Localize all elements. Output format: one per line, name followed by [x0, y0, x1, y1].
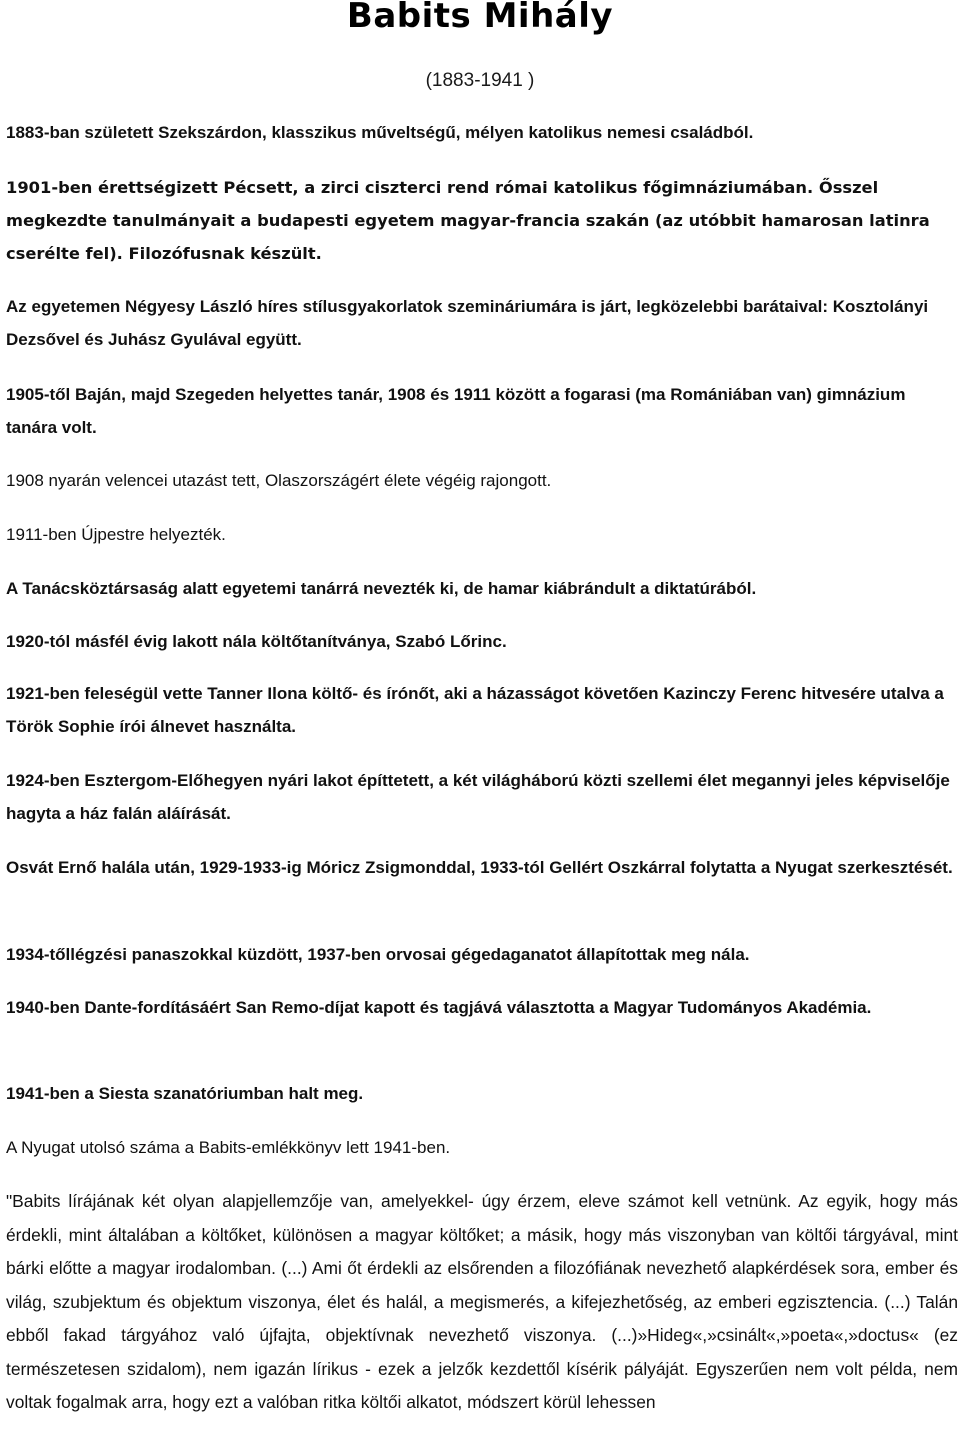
paragraph-nyugat-editor: Osvát Ernő halála után, 1929-1933-ig Móricz Zsigmonddal, 1933-tól Gellért Oszkárral folytatta a Nyugat szerkesztését.	[6, 858, 953, 877]
paragraph-birth: 1883-ban született Szekszárdon, klasszikus műveltségű, mélyen katolikus nemesi családból.	[6, 123, 754, 142]
paragraph-memorial-book: A Nyugat utolsó száma a Babits-emlékkönyv lett 1941-ben.	[6, 1138, 451, 1157]
paragraph-illness: 1934-tőllégzési panaszokkal küzdött, 1937-ben orvosai gégedaganatot állapítottak meg nála.	[6, 945, 750, 964]
page-title: Babits Mihály	[346, 0, 614, 36]
paragraph-university: Az egyetemen Négyesy László híres stílusgyakorlatok szemináriumára is járt, legközelebbi barátaival: Kosztolányi Dezsővel és Juhász Gyulával együtt.	[6, 297, 929, 349]
life-years: (1883-1941 )	[425, 70, 535, 91]
critical-quote: "Babits lírájának két olyan alapjellemzője van, amelyekkel- úgy érzem, eleve számot kell vetnünk. Az egyik, hogy más érdekli, mint általában a költőket, különösen a magyar költőket; a másik, hogy más viszonyban van költői tárgyával, mint bárki előtte a magyar irodalomban. (...) Ami őt érdekli az elsőrenden a filozófiának nevezhető alapkérdések sora, ember és világ, szubjektum és objektum viszonya, élet és halál, a megismerés, a kifejezhetőség, az emberi egzisztencia. (...) Talán ebből fakad tárgyához való újfajta, objektívnak nevezhető viszonya. (...)»Hideg«,»csinált«,»poeta«,»doctus« (ez természetesen szidalom), nem igazán lírikus - ezek a jelzők kezdettől kísérik pályáját. Egyszerűen nem volt példa, nem voltak fogalmak arra, hogy ezt a valóban ritka költői alkatot, módszert körül lehessen	[6, 1191, 958, 1412]
paragraph-ujpest: 1911-ben Újpestre helyezték.	[6, 525, 226, 544]
paragraph-marriage: 1921-ben feleségül vette Tanner Ilona költő- és írónőt, aki a házasságot követően Kazinczy Ferenc hitvesére utalva a Török Sophie írói álnevet használta.	[6, 684, 944, 736]
paragraph-education: 1901-ben érettségizett Pécsett, a zirci ciszterci rend római katolikus főgimnáziumában. Ősszel megkezdte tanulmányait a budapesti egyetem magyar-francia szakán (az utóbbit hamarosan latinra cserélte fel). Filozófusnak készült.	[6, 178, 930, 263]
paragraph-death: 1941-ben a Siesta szanatóriumban halt meg.	[6, 1084, 364, 1103]
paragraph-council-republic: A Tanácsköztársaság alatt egyetemi tanárrá nevezték ki, de hamar kiábrándult a diktatúrából.	[6, 579, 757, 598]
paragraph-venice: 1908 nyarán velencei utazást tett, Olaszországért élete végéig rajongott.	[6, 471, 552, 490]
paragraph-esztergom: 1924-ben Esztergom-Előhegyen nyári lakot építtetett, a két világháború közti szellemi élet megannyi jeles képviselője hagyta a ház falán aláírását.	[6, 771, 950, 823]
paragraph-teaching: 1905-től Baján, majd Szegeden helyettes tanár, 1908 és 1911 között a fogarasi (ma Romániában van) gimnázium tanára volt.	[6, 385, 906, 437]
paragraph-szabo-lorinc: 1920-tól másfél évig lakott nála költőtanítványa, Szabó Lőrinc.	[6, 632, 507, 651]
paragraph-san-remo: 1940-ben Dante-fordításáért San Remo-díjat kapott és tagjává választotta a Magyar Tudományos Akadémia.	[6, 998, 872, 1017]
